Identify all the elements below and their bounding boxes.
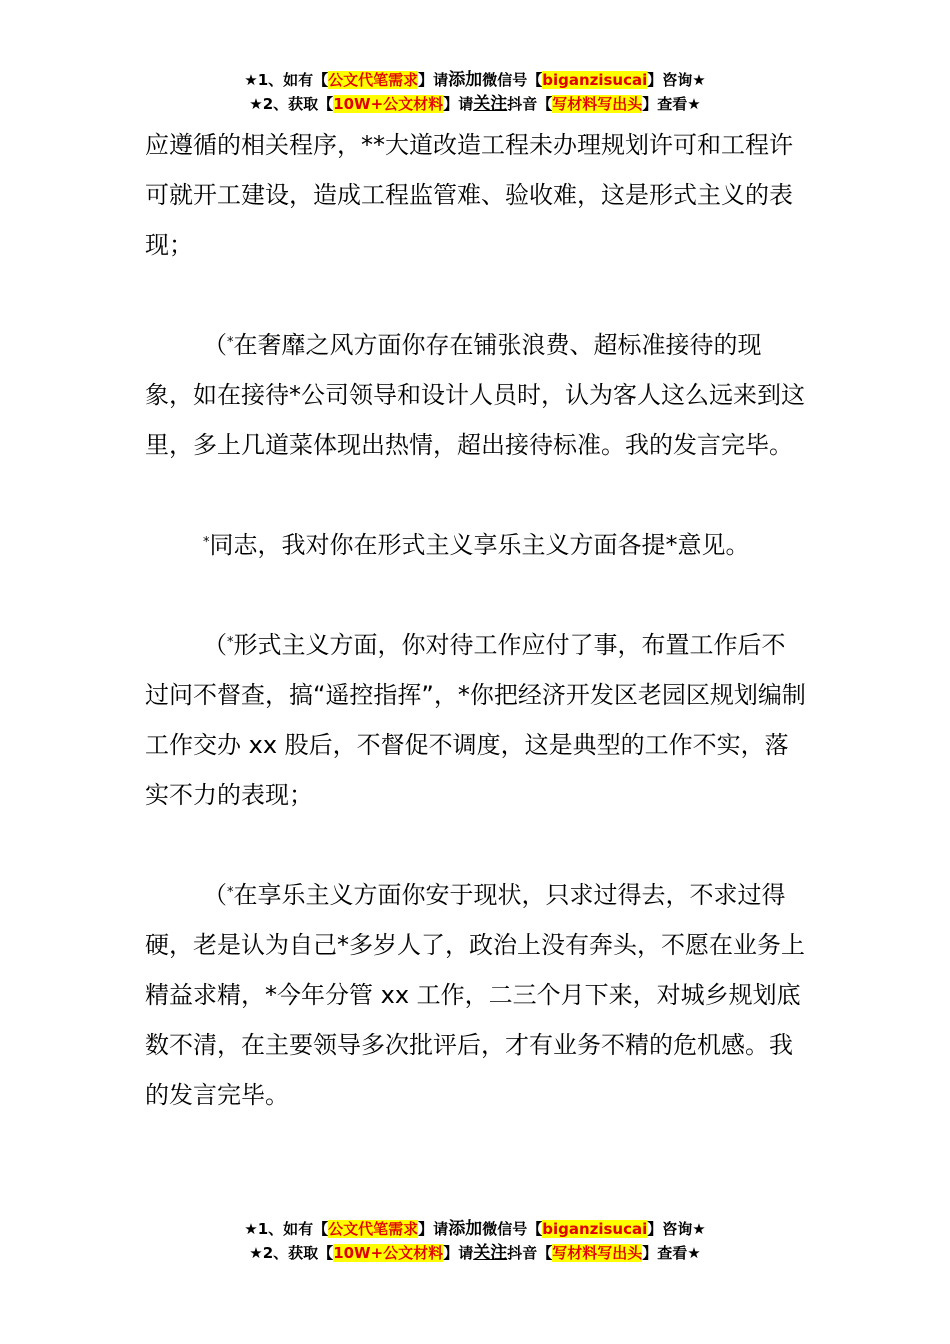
banner-text: 抖音【 [507,1244,553,1262]
banner-text: 】查看★ [642,1244,701,1262]
bottom-banner [0,1217,950,1265]
banner-text: 】请 [443,95,474,113]
materials-highlight: 10W+公文材料 [333,95,444,113]
banner-line-2 [0,92,950,116]
douyin-id-highlight: 写材料写出头 [552,95,643,113]
paragraph-2-text: 在奢靡之风方面你存在铺张浪费、超标准接待的现象，如在接待*公司领导和设计人员时，认为客人这么远来到这里，多上几道菜体现出热情，超出接待标准。我的发言完毕。 [145,331,805,459]
asterisk: * [203,535,210,550]
asterisk: * [227,885,234,900]
paragraph-5-text: 在享乐主义方面你安于现状，只求过得去，不求过得硬，老是认为自己*多岁人了，政治上没有奔头，不愿在业务上精益求精，*今年分管 xx 工作，二三个月下来，对城乡规划底数不清，在主要领导多次批评后，才有业务不精的危机感。我的发言完毕。 [145,881,805,1109]
follow-word: 关注 [473,94,508,114]
follow-word: 关注 [473,1243,508,1263]
asterisk: * [227,335,234,350]
banner-text: 】请 [418,1220,449,1238]
wechat-id-highlight: biganzisucai [542,1220,648,1238]
document-body [145,120,807,1120]
banner-text: 微信号【 [482,1220,543,1238]
add-word: 添加 [448,70,483,90]
paren: （ [203,881,227,909]
banner-text: ★1、如有【 [244,1220,329,1238]
ghostwriting-highlight: 公文代笔需求 [328,71,419,89]
banner-text: 】查看★ [642,95,701,113]
ghostwriting-highlight: 公文代笔需求 [328,1220,419,1238]
add-word: 添加 [448,1219,483,1239]
asterisk: * [227,635,234,650]
paragraph-3 [145,520,807,570]
paragraph-5 [145,870,807,1120]
banner-line-1 [0,68,950,92]
paren: （ [203,631,227,659]
banner-text: 】咨询★ [647,71,706,89]
douyin-id-highlight: 写材料写出头 [552,1244,643,1262]
materials-highlight: 10W+公文材料 [333,1244,444,1262]
banner-line-1 [0,1217,950,1241]
banner-text: 】咨询★ [647,1220,706,1238]
wechat-id-highlight: biganzisucai [542,71,648,89]
paragraph-4-text: 形式主义方面，你对待工作应付了事，布置工作后不过问不督查，搞“遥控指挥”，*你把经济开发区老园区规划编制工作交办 xx 股后，不督促不调度，这是典型的工作不实，落实不力的表现； [145,631,806,809]
banner-text: 抖音【 [507,95,553,113]
banner-text: 微信号【 [482,71,543,89]
banner-text: 】请 [418,71,449,89]
banner-text: 】请 [443,1244,474,1262]
banner-text: ★2、获取【 [249,95,334,113]
top-banner [0,68,950,116]
paren: （ [203,331,227,359]
banner-text: ★2、获取【 [249,1244,334,1262]
paragraph-2 [145,320,807,470]
paragraph-1: 应遵循的相关程序，**大道改造工程未办理规划许可和工程许可就开工建设，造成工程监管难、验收难，这是形式主义的表现； [145,131,793,259]
banner-text: ★1、如有【 [244,71,329,89]
banner-line-2 [0,1241,950,1265]
paragraph-4 [145,620,807,820]
paragraph-3-text: 同志，我对你在形式主义享乐主义方面各提*意见。 [209,531,750,559]
